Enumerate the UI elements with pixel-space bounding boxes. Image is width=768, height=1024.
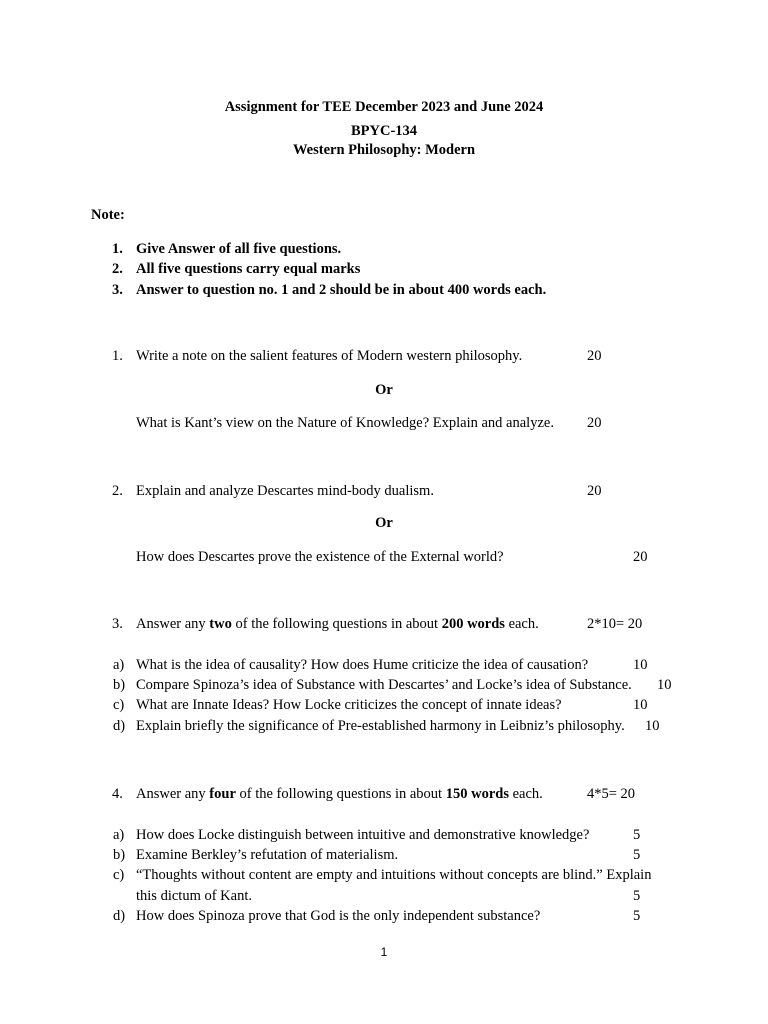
note-item-text: Give Answer of all five questions. (136, 241, 342, 257)
part-text-continued: this dictum of Kant. (136, 888, 252, 904)
part-text: Compare Spinoza’s idea of Substance with Descartes’ and Locke’s idea of Substance. (136, 677, 632, 693)
question-number: 3. (112, 616, 123, 632)
part-marks: 10 (645, 718, 660, 734)
note-label: Note: (91, 207, 125, 223)
question-marks: 20 (633, 549, 648, 565)
part-label: d) (113, 908, 126, 924)
part-text: What are Innate Ideas? How Locke criticizes the concept of innate ideas? (136, 697, 562, 713)
note-item-number: 3. (112, 282, 123, 298)
part-text: How does Spinoza prove that God is the only independent substance? (136, 908, 541, 924)
part-label: c) (113, 867, 125, 883)
part-text: Explain briefly the significance of Pre-established harmony in Leibniz’s philosophy. (136, 718, 625, 734)
part-text: “Thoughts without content are empty and intuitions without concepts are blind.” Explain (136, 867, 652, 883)
question-alt-text: What is Kant’s view on the Nature of Knowledge? Explain and analyze. (136, 415, 554, 431)
question-number: 2. (112, 483, 123, 499)
part-marks: 5 (633, 827, 641, 843)
question-number: 4. (112, 786, 123, 802)
question-marks: 20 (587, 483, 602, 499)
part-marks: 5 (633, 847, 641, 863)
part-label: a) (113, 657, 125, 673)
note-item-number: 1. (112, 241, 123, 257)
page-number: 1 (380, 945, 388, 959)
question-marks: 4*5= 20 (587, 786, 636, 802)
part-label: d) (113, 718, 126, 734)
part-marks: 5 (633, 908, 641, 924)
part-text: Examine Berkley’s refutation of materialism. (136, 847, 399, 863)
part-label: b) (113, 847, 126, 863)
question-text: Explain and analyze Descartes mind-body dualism. (136, 483, 434, 499)
note-item-text: Answer to question no. 1 and 2 should be in about 400 words each. (136, 282, 547, 298)
part-label: c) (113, 697, 125, 713)
question-alt-text: How does Descartes prove the existence of the External world? (136, 549, 504, 565)
question-number: 1. (112, 348, 123, 364)
part-label: a) (113, 827, 125, 843)
part-marks: 10 (633, 697, 648, 713)
question-marks: 2*10= 20 (587, 616, 643, 632)
part-text: What is the idea of causality? How does Hume criticize the idea of causation? (136, 657, 589, 673)
note-item-text: All five questions carry equal marks (136, 261, 361, 277)
course-code: BPYC-134 (350, 123, 418, 139)
or-separator: Or (375, 515, 393, 531)
course-subject: Western Philosophy: Modern (292, 142, 476, 158)
document-title: Assignment for TEE December 2023 and June 2024 (224, 99, 544, 115)
question-intro: Answer any two of the following questions in about 200 words each. (136, 616, 539, 632)
part-marks: 10 (657, 677, 672, 693)
part-text: How does Locke distinguish between intuitive and demonstrative knowledge? (136, 827, 590, 843)
question-intro: Answer any four of the following questions in about 150 words each. (136, 786, 543, 802)
part-marks: 10 (633, 657, 648, 673)
note-item-number: 2. (112, 261, 123, 277)
part-marks: 5 (633, 888, 641, 904)
question-marks: 20 (587, 415, 602, 431)
question-text: Write a note on the salient features of Modern western philosophy. (136, 348, 523, 364)
question-marks: 20 (587, 348, 602, 364)
part-label: b) (113, 677, 126, 693)
or-separator: Or (375, 382, 393, 398)
